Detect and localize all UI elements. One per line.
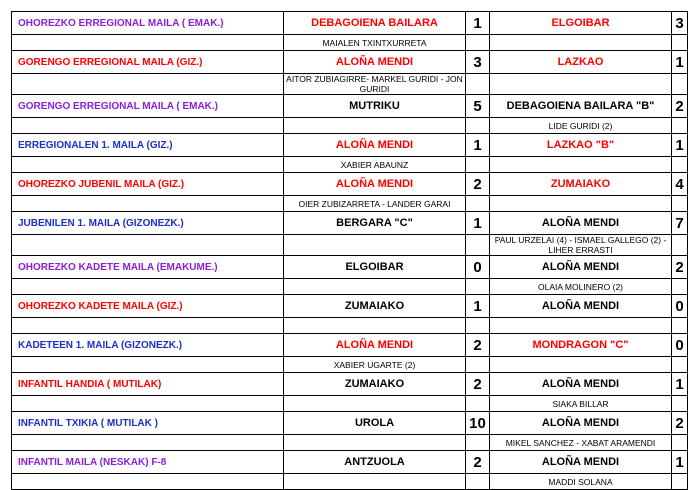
home-scorers: MAIALEN TXINTXURRETA: [284, 35, 466, 51]
match-row: [12, 295, 688, 318]
away-scorers: [490, 318, 672, 334]
home-team: BERGARA "C": [284, 212, 466, 235]
scorers-spacer: [12, 279, 284, 295]
category-label: ERREGIONALEN 1. MAILA (GIZ.): [12, 134, 284, 157]
home-scorers: [284, 435, 466, 451]
home-team: UROLA: [284, 412, 466, 435]
results-table: [11, 11, 688, 490]
home-score: 1: [466, 212, 490, 235]
away-team: DEBAGOIENA BAILARA "B": [490, 95, 672, 118]
away-score: 0: [672, 334, 688, 357]
away-scorers: SIAKA BILLAR: [490, 396, 672, 412]
category-label: GORENGO ERREGIONAL MAILA (GIZ.): [12, 51, 284, 74]
away-team: ALOÑA MENDI: [490, 212, 672, 235]
away-scorers: [490, 196, 672, 212]
match-row: [12, 12, 688, 35]
away-score: 2: [672, 412, 688, 435]
match-row: [12, 412, 688, 435]
away-team: ZUMAIAKO: [490, 173, 672, 196]
scorers-row: [12, 235, 688, 256]
home-score: 5: [466, 95, 490, 118]
scorers-spacer: [12, 357, 284, 373]
scorers-row: [12, 357, 688, 373]
scorers-spacer: [672, 235, 688, 256]
away-scorers: [490, 357, 672, 373]
away-score: 1: [672, 134, 688, 157]
away-scorers: MIKEL SANCHEZ - XABAT ARAMENDI: [490, 435, 672, 451]
scorers-spacer: [672, 196, 688, 212]
away-score: 4: [672, 173, 688, 196]
home-scorers: [284, 118, 466, 134]
scorers-spacer: [12, 435, 284, 451]
scorers-row: [12, 118, 688, 134]
match-row: [12, 256, 688, 279]
scorers-spacer: [672, 396, 688, 412]
category-label: INFANTIL TXIKIA ( MUTILAK ): [12, 412, 284, 435]
scorers-spacer: [466, 435, 490, 451]
home-scorers: AITOR ZUBIAGIRRE- MARKEL GURIDI - JON GURIDI: [284, 74, 466, 95]
category-label: OHOREZKO ERREGIONAL MAILA ( EMAK.): [12, 12, 284, 35]
category-label: OHOREZKO KADETE MAILA (GIZ.): [12, 295, 284, 318]
results-table-body: [12, 12, 688, 490]
category-label: INFANTIL HANDIA ( MUTILAK): [12, 373, 284, 396]
home-scorers: [284, 318, 466, 334]
away-score: 3: [672, 12, 688, 35]
away-score: 1: [672, 373, 688, 396]
scorers-spacer: [466, 157, 490, 173]
match-row: [12, 173, 688, 196]
home-team: ZUMAIAKO: [284, 295, 466, 318]
scorers-spacer: [672, 435, 688, 451]
category-label: OHOREZKO JUBENIL MAILA (GIZ.): [12, 173, 284, 196]
away-team: ALOÑA MENDI: [490, 451, 672, 474]
away-scorers: MADDI SOLANA: [490, 474, 672, 490]
scorers-row: [12, 35, 688, 51]
away-team: ALOÑA MENDI: [490, 412, 672, 435]
scorers-spacer: [466, 74, 490, 95]
scorers-spacer: [466, 235, 490, 256]
scorers-spacer: [672, 279, 688, 295]
home-score: 3: [466, 51, 490, 74]
scorers-spacer: [466, 279, 490, 295]
away-team: ALOÑA MENDI: [490, 256, 672, 279]
away-scorers: [490, 35, 672, 51]
home-scorers: [284, 235, 466, 256]
scorers-spacer: [466, 318, 490, 334]
scorers-spacer: [466, 196, 490, 212]
scorers-spacer: [672, 157, 688, 173]
home-score: 10: [466, 412, 490, 435]
category-label: OHOREZKO KADETE MAILA (EMAKUME.): [12, 256, 284, 279]
scorers-spacer: [12, 396, 284, 412]
scorers-spacer: [672, 35, 688, 51]
scorers-spacer: [672, 357, 688, 373]
scorers-spacer: [672, 74, 688, 95]
scorers-row: [12, 279, 688, 295]
match-row: [12, 373, 688, 396]
category-label: GORENGO ERREGIONAL MAILA ( EMAK.): [12, 95, 284, 118]
away-team: MONDRAGON "C": [490, 334, 672, 357]
away-score: 1: [672, 451, 688, 474]
away-score: 0: [672, 295, 688, 318]
home-team: ZUMAIAKO: [284, 373, 466, 396]
away-scorers: PAUL URZELAI (4) - ISMAEL GALLEGO (2) - LIHER ERRASTI: [490, 235, 672, 256]
home-score: 1: [466, 12, 490, 35]
scorers-spacer: [12, 74, 284, 95]
home-team: ANTZUOLA: [284, 451, 466, 474]
home-scorers: XABIER ABAUNZ: [284, 157, 466, 173]
home-score: 2: [466, 334, 490, 357]
away-scorers: OLAIA MOLINERO (2): [490, 279, 672, 295]
home-team: MUTRIKU: [284, 95, 466, 118]
scorers-spacer: [12, 118, 284, 134]
scorers-spacer: [12, 196, 284, 212]
home-scorers: XABIER UGARTE (2): [284, 357, 466, 373]
scorers-spacer: [466, 396, 490, 412]
scorers-spacer: [12, 35, 284, 51]
scorers-spacer: [672, 318, 688, 334]
away-scorers: [490, 157, 672, 173]
home-scorers: [284, 279, 466, 295]
scorers-spacer: [466, 35, 490, 51]
scorers-spacer: [12, 318, 284, 334]
match-row: [12, 212, 688, 235]
home-team: ALOÑA MENDI: [284, 334, 466, 357]
away-team: LAZKAO: [490, 51, 672, 74]
away-score: 7: [672, 212, 688, 235]
away-team: LAZKAO "B": [490, 134, 672, 157]
away-team: ALOÑA MENDI: [490, 373, 672, 396]
match-row: [12, 451, 688, 474]
home-scorers: [284, 396, 466, 412]
away-scorers: LIDE GURIDI (2): [490, 118, 672, 134]
away-team: ELGOIBAR: [490, 12, 672, 35]
scorers-row: [12, 196, 688, 212]
home-score: 2: [466, 373, 490, 396]
home-score: 2: [466, 173, 490, 196]
scorers-row: [12, 74, 688, 95]
scorers-row: [12, 435, 688, 451]
scorers-spacer: [12, 235, 284, 256]
home-score: 0: [466, 256, 490, 279]
home-score: 1: [466, 295, 490, 318]
scorers-spacer: [466, 357, 490, 373]
match-row: [12, 51, 688, 74]
match-row: [12, 334, 688, 357]
home-team: ALOÑA MENDI: [284, 51, 466, 74]
home-score: 2: [466, 451, 490, 474]
category-label: JUBENILEN 1. MAILA (GIZONEZK.): [12, 212, 284, 235]
away-scorers: [490, 74, 672, 95]
away-team: ALOÑA MENDI: [490, 295, 672, 318]
away-score: 1: [672, 51, 688, 74]
home-team: ELGOIBAR: [284, 256, 466, 279]
home-team: DEBAGOIENA BAILARA: [284, 12, 466, 35]
scorers-row: [12, 318, 688, 334]
home-scorers: OIER ZUBIZARRETA - LANDER GARAI: [284, 196, 466, 212]
scorers-spacer: [466, 118, 490, 134]
scorers-spacer: [672, 118, 688, 134]
category-label: KADETEEN 1. MAILA (GIZONEZK.): [12, 334, 284, 357]
home-score: 1: [466, 134, 490, 157]
home-team: ALOÑA MENDI: [284, 134, 466, 157]
away-score: 2: [672, 256, 688, 279]
match-row: [12, 134, 688, 157]
scorers-row: [12, 157, 688, 173]
away-score: 2: [672, 95, 688, 118]
scorers-spacer: [12, 157, 284, 173]
match-row: [12, 95, 688, 118]
category-label: INFANTIL MAILA (NESKAK) F-8: [12, 451, 284, 474]
home-team: ALOÑA MENDI: [284, 173, 466, 196]
scorers-row: [12, 396, 688, 412]
